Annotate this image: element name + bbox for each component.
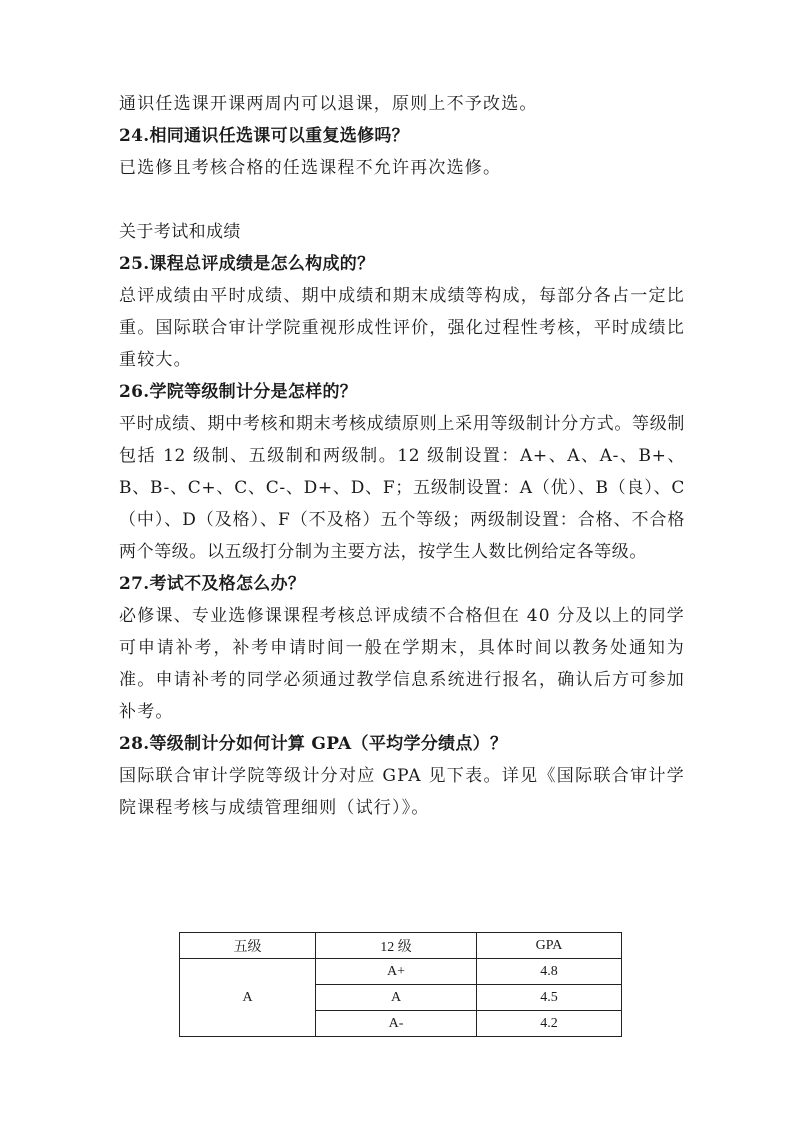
question-24: 24.相同通识任选课可以重复选修吗？ xyxy=(119,126,409,146)
twelve-level-cell: A xyxy=(316,985,477,1011)
gpa-table-wrapper xyxy=(179,932,622,1037)
header-gpa: GPA xyxy=(477,933,622,959)
document-page xyxy=(119,88,685,824)
table-header-row xyxy=(180,933,622,959)
twelve-level-cell: A- xyxy=(316,1011,477,1037)
header-twelve-level: 12 级 xyxy=(316,933,477,959)
header-five-level: 五级 xyxy=(180,933,316,959)
twelve-level-cell: A+ xyxy=(316,959,477,985)
paragraph-withdraw-rule: 通识任选课开课两周内可以退课，原则上不予改选。 xyxy=(119,94,538,114)
answer-28: 国际联合审计学院等级计分对应 GPA 见下表。详见《国际联合审计学院课程考核与成绩管理细则（试行）》。 xyxy=(119,766,685,818)
spacer xyxy=(119,184,685,216)
question-25: 25.课程总评成绩是怎么构成的？ xyxy=(119,254,375,274)
answer-25: 总评成绩由平时成绩、期中成绩和期末成绩等构成，每部分各占一定比重。国际联合审计学院重视形成性评价，强化过程性考核，平时成绩比重较大。 xyxy=(119,286,685,370)
gpa-table xyxy=(179,932,622,1037)
question-28: 28.等级制计分如何计算 GPA（平均学分绩点）？ xyxy=(119,734,508,754)
section-heading-exams: 关于考试和成绩 xyxy=(119,222,241,242)
table-row xyxy=(180,959,622,985)
gpa-cell: 4.2 xyxy=(477,1011,622,1037)
answer-24: 已选修且考核合格的任选课程不允许再次选修。 xyxy=(119,158,502,178)
five-level-cell: A xyxy=(180,959,316,1037)
answer-26: 平时成绩、期中考核和期末考核成绩原则上采用等级制计分方式。等级制包括 12 级制、五级制和两级制。12 级制设置：A+、A、A-、B+、B、B-、C+、C、C-、D+、D、F；五级制设置：A（优）、B（良）、C（中）、D（及格）、F（不及格）五个等级；两级制设置：合格、不合格两个等级。以五级打分制为主要方法，按学生人数比例给定各等级。 xyxy=(119,414,685,562)
question-27: 27.考试不及格怎么办？ xyxy=(119,574,306,594)
answer-27: 必修课、专业选修课课程考核总评成绩不合格但在 40 分及以上的同学可申请补考，补考申请时间一般在学期末，具体时间以教务处通知为准。申请补考的同学必须通过教学信息系统进行报名，确认后方可参加补考。 xyxy=(119,606,685,722)
question-26: 26.学院等级制计分是怎样的？ xyxy=(119,382,358,402)
gpa-cell: 4.8 xyxy=(477,959,622,985)
gpa-cell: 4.5 xyxy=(477,985,622,1011)
